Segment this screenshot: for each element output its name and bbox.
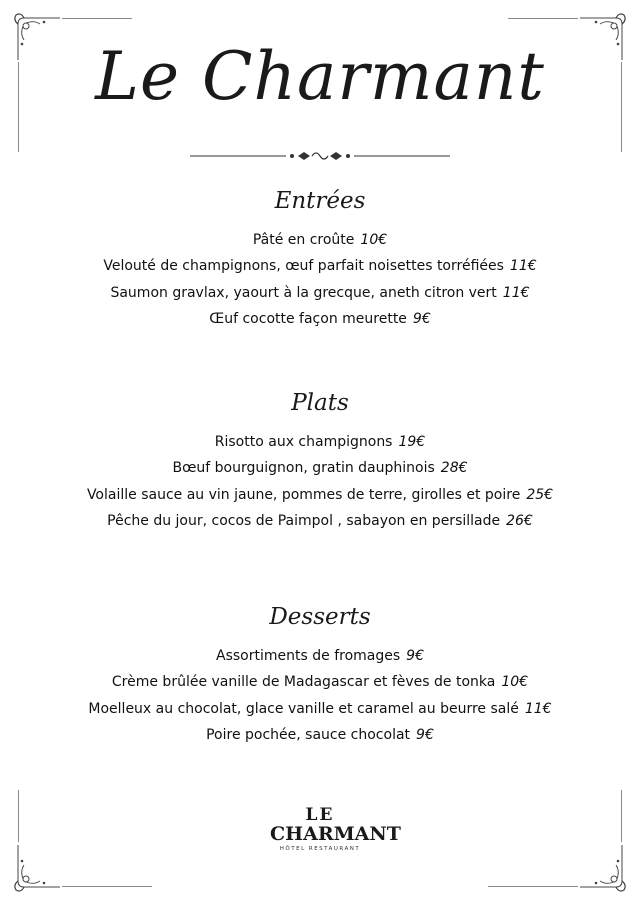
menu-item-price: 19€ <box>398 434 426 450</box>
menu-item-name: Saumon gravlax, yaourt à la grecque, aneth citron vert <box>110 284 497 301</box>
section-title-desserts: Desserts <box>269 604 371 630</box>
menu-item-price: 9€ <box>412 310 431 327</box>
menu-item <box>0 455 640 481</box>
menu-item <box>0 669 640 695</box>
menu-item-name: Poire pochée, sauce chocolat <box>206 726 411 743</box>
menu-item-price: 9€ <box>406 648 424 664</box>
menu-item-name: Crème brûlée vanille de Madagascar et fèves de tonka <box>111 674 496 691</box>
menu-item-price: 10€ <box>360 232 388 248</box>
menu-item-price: 26€ <box>506 512 533 529</box>
menu-item-price: 28€ <box>440 460 468 477</box>
menu-item-name: Œuf cocotte façon meurette <box>209 310 407 327</box>
menu-item <box>0 253 640 279</box>
section-plats <box>0 390 640 534</box>
menu-item-name: Velouté de champignons, œuf parfait noisettes torréfiées <box>103 258 504 275</box>
border-line-top-left <box>62 18 132 19</box>
menu-item <box>0 696 640 722</box>
restaurant-title: Le Charmant <box>95 38 545 115</box>
logo-line-charmant: CHARMANT <box>270 823 401 845</box>
corner-ornament-bottom-left <box>10 843 62 895</box>
menu-item-name: Pâté en croûte <box>252 232 355 248</box>
menu-item-price: 11€ <box>502 284 530 301</box>
menu-item-price: 11€ <box>509 258 537 275</box>
menu-item-price: 10€ <box>501 674 529 691</box>
footer-logo <box>270 805 401 854</box>
menu-item-name: Pêche du jour, cocos de Paimpol , sabayon en persillade <box>107 512 501 529</box>
menu-item-name: Moelleux au chocolat, glace vanille et caramel au beurre salé <box>88 700 519 717</box>
border-line-bottom-right <box>488 886 578 887</box>
border-line-top-right <box>508 18 578 19</box>
menu-item <box>0 280 640 306</box>
menu-item-price: 11€ <box>524 700 552 717</box>
menu-item <box>0 306 640 332</box>
border-line-right-bottom <box>621 790 622 842</box>
menu-item-price: 25€ <box>526 486 554 503</box>
border-line-left-bottom <box>18 790 19 842</box>
section-desserts <box>0 604 640 748</box>
menu-item <box>0 429 640 455</box>
corner-ornament-bottom-right <box>578 843 630 895</box>
menu-item <box>0 643 640 669</box>
menu-item-name: Volaille sauce au vin jaune, pommes de terre, girolles et poire <box>86 486 521 503</box>
section-entrees <box>0 188 640 332</box>
menu-item <box>0 227 640 253</box>
section-title-plats: Plats <box>291 390 349 416</box>
title-divider-ornament <box>190 148 450 164</box>
menu-item-name: Assortiments de fromages <box>216 648 401 664</box>
logo-subtitle: HÔTEL RESTAURANT <box>279 846 361 852</box>
section-title-entrees: Entrées <box>274 188 366 214</box>
menu-item <box>0 482 640 508</box>
menu-item <box>0 508 640 534</box>
menu-item-name: Risotto aux champignons <box>214 434 393 450</box>
logo-line-le: LE <box>305 805 335 825</box>
menu-item <box>0 722 640 748</box>
border-line-bottom-left <box>62 886 152 887</box>
menu-item-price: 9€ <box>416 726 434 743</box>
menu-item-name: Bœuf bourguignon, gratin dauphinois <box>172 460 435 477</box>
